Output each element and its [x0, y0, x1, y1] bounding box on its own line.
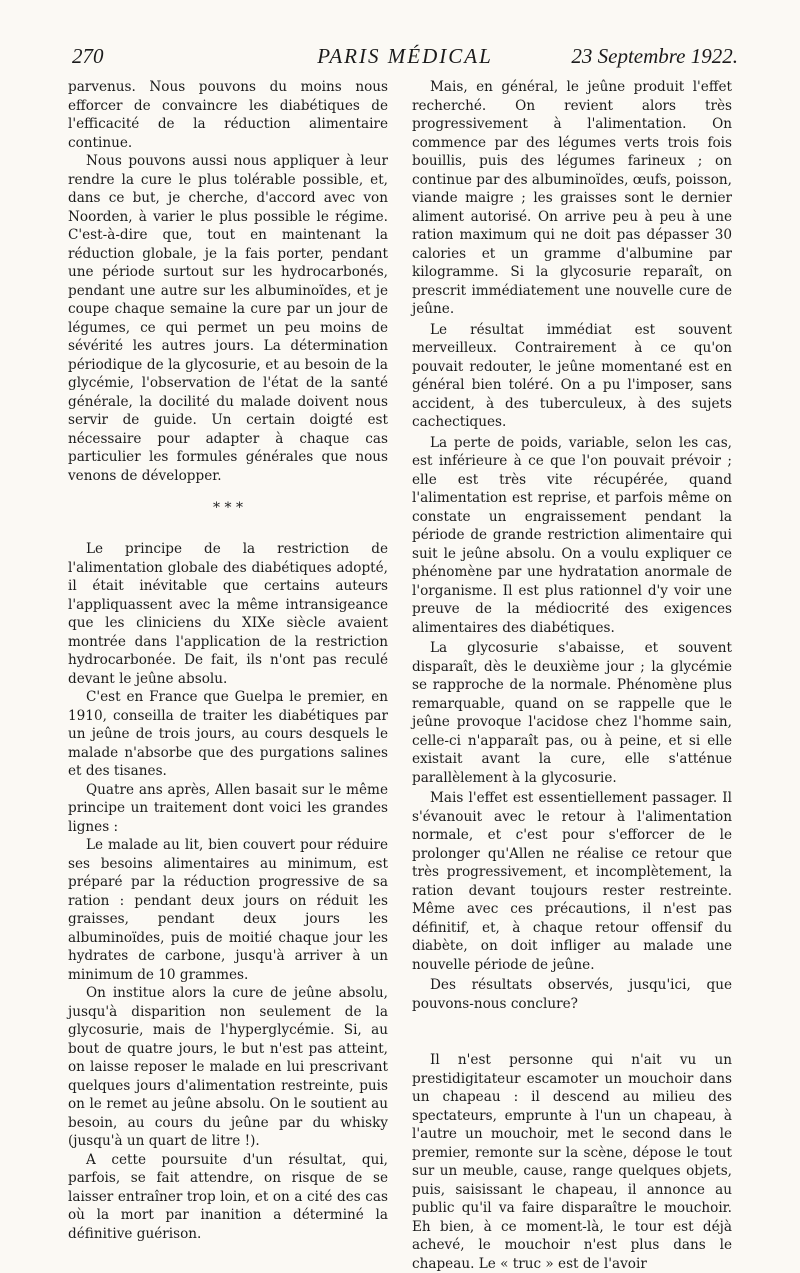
left-column: [68, 78, 388, 1243]
paragraph: On institue alors la cure de jeûne absolu, jusqu'à disparition non seulement de la glycosurie, mais de l'hyperglycémie. Si, au bout de quatre jours, le but n'est pas atteint, on laisse reposer le malade en lui prescrivant quelques jours d'alimentation restreinte, puis on le remet au jeûne absolu. On le soutient au besoin, au cours du jeûne par du whisky (jusqu'à un quart de litre !).: [68, 985, 388, 1149]
paragraph: Il n'est personne qui n'ait vu un prestidigitateur escamoter un mouchoir dans un chapeau : il descend au milieu des spectateurs, emprunte à l'un un chapeau, à l'autre un mouchoir, met le second dans le premier, remonte sur la scène, dépose le tout sur un meuble, cause, range quelques objets, puis, saisissant le chapeau, il annonce au public qu'il va faire disparaître le mouchoir. Eh bien, à ce moment-là, le tour est déjà achevé, le mouchoir n'est plus dans le chapeau. Le « truc » est de l'avoir: [412, 1052, 732, 1272]
paragraph: Le résultat immédiat est souvent merveilleux. Contrairement à ce qu'on pouvait redouter, le jeûne momentané est en général bien toléré. On a pu l'imposer, sans accident, à des tuberculeux, à des sujets cachectiques.: [412, 321, 732, 430]
paragraph: Le principe de la restriction de l'alimentation globale des diabétiques adopté, il était inévitable que certains auteurs l'appliquassent avec la même intransigeance que les cliniciens du XIXe siècle avaient montrée dans l'application de la restriction hydrocarbonée. De fait, ils n'ont pas reculé devant le jeûne absolu.: [68, 541, 388, 687]
paragraph: parvenus. Nous pouvons du moins nous efforcer de convaincre les diabétiques de l'efficacité de la réduction alimentaire continue.: [68, 79, 388, 151]
separator-stars: * * *: [213, 500, 243, 516]
paragraph: Mais, en général, le jeûne produit l'effet recherché. On revient alors très progressivement à l'alimentation. On commence par des légumes verts trois fois bouillis, puis des légumes farineux ; on continue par des albuminoïdes, œufs, poisson, viande maigre ; les graisses sont le dernier aliment autorisé. On arrive peu à peu à une ration maximum qui ne doit pas dépasser 30 calories et un gramme d'albumine par kilogramme. Si la glycosurie reparaît, on prescrit immédiatement une nouvelle cure de jeûne.: [412, 79, 732, 317]
right-column: [412, 78, 732, 1273]
paragraph: Des résultats observés, jusqu'ici, que pouvons-nous conclure?: [412, 977, 732, 1012]
paragraph: Nous pouvons aussi nous appliquer à leur rendre la cure le plus tolérable possible, et, dans ce but, je cherche, d'accord avec von Noorden, à varier le plus possible le régime. C'est-à-dire que, tout en maintenant la réduction globale, je la fais porter, pendant une période surtout sur les hydrocarbonés, pendant une autre sur les albuminoïdes, et je coupe chaque semaine la cure par un jour de légumes, ce qui permet un peu moins de sévérité les autres jours. La détermination périodique de la glycosurie, et au besoin de la glycémie, l'observation de l'état de la santé générale, la docilité du malade doivent nous servir de guide. Un certain doigté est nécessaire pour adapter à chaque cas particulier les formules générales que nous venons de développer.: [68, 153, 388, 484]
section-separator: [68, 500, 388, 516]
issue-date: 23 Septembre 1922.: [571, 44, 738, 68]
paragraph: Mais l'effet est essentiellement passager. Il s'évanouit avec le retour à l'alimentation normale, et c'est pour s'efforcer de le prolonger qu'Allen ne réalise ce retour que très progressivement, et incomplètement, la ration devant toujours rester restreinte. Même avec ces précautions, il n'est pas définitif, et, à chaque retour offensif du diabète, on doit infliger au malade une nouvelle période de jeûne.: [412, 790, 732, 973]
paragraph: C'est en France que Guelpa le premier, en 1910, conseilla de traiter les diabétiques par un jeûne de trois jours, au cours desquels le malade n'absorbe que des purgations salines et des tisanes.: [68, 689, 388, 779]
paragraph: Le malade au lit, bien couvert pour réduire ses besoins alimentaires au minimum, est préparé par la réduction progressive de sa ration : pendant deux jours on réduit les graisses, pendant deux jours les albuminoïdes, puis de moitié chaque jour les hydrates de carbone, jusqu'à arriver à un minimum de 10 grammes.: [68, 837, 388, 983]
paragraph: A cette poursuite d'un résultat, qui, parfois, se fait attendre, on risque de se laisser entraîner trop loin, et on a cité des cas où la mort par inanition a déterminé la définitive guérison.: [68, 1151, 388, 1242]
page-number: 270: [72, 44, 104, 68]
paragraph: Quatre ans après, Allen basait sur le même principe un traitement dont voici les grandes lignes :: [68, 781, 388, 835]
paragraph: La perte de poids, variable, selon les cas, est inférieure à ce que l'on pouvait prévoir ; elle est très vite récupérée, quand l'alimentation est reprise, et parfois même on constate un engraissement pendant la période de grande restriction alimentaire qui suit le jeûne absolu. On a voulu expliquer ce phénomène par une hydratation anormale de l'organisme. Il est plus rationnel d'y voir une preuve de la médiocrité des exigences alimentaires des diabétiques.: [412, 434, 732, 636]
journal-title: PARIS MÉDICAL: [317, 44, 493, 68]
paragraph: La glycosurie s'abaisse, et souvent disparaît, dès le deuxième jour ; la glycémie se rapproche de la normale. Phénomène plus remarquable, quand on se rappelle que le jeûne provoque l'acidose chez l'homme sain, celle-ci n'apparaît pas, ou à peine, et si elle existait avant la cure, elle s'atténue parallèlement à la glycosurie.: [412, 640, 732, 786]
page-header: [72, 44, 738, 72]
